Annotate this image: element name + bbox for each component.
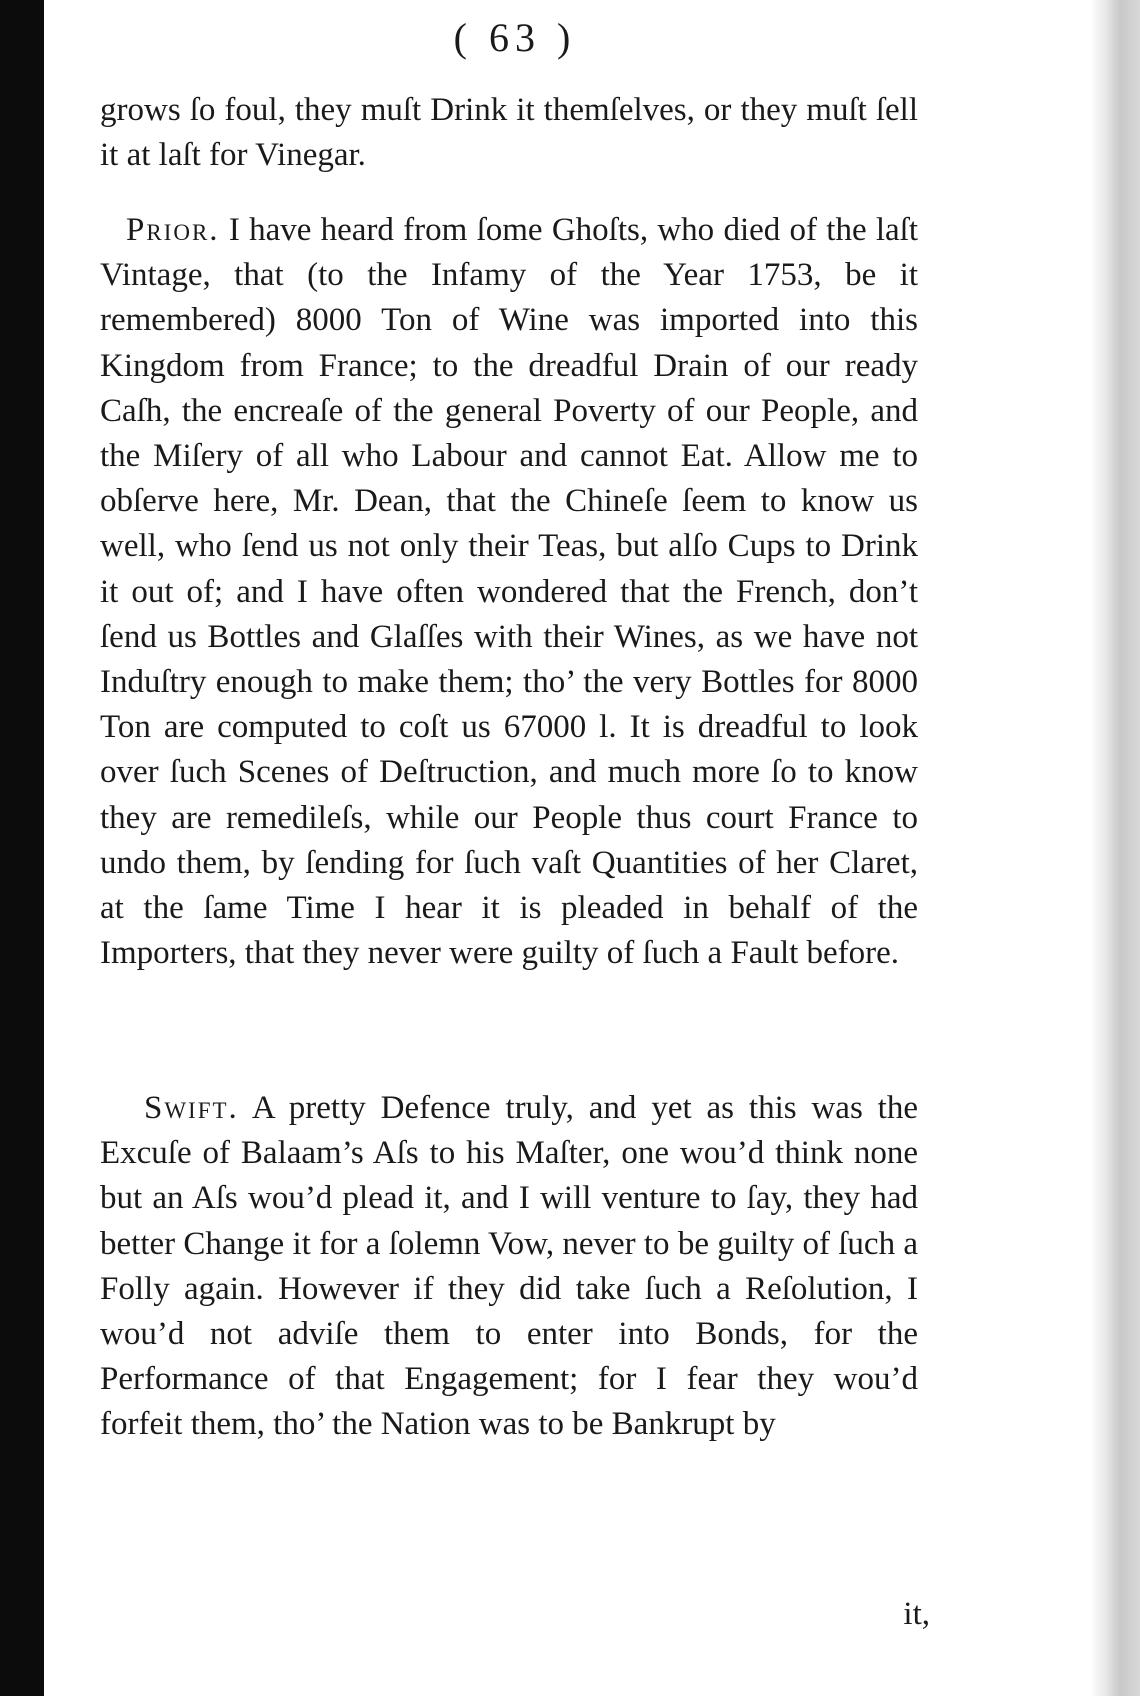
scan-page-edge [1090, 0, 1140, 1696]
paragraph-text: grows ſo foul, they muſt Drink it themſelves, or they muſt ſell it at laſt for Vinegar. [100, 92, 918, 174]
paragraph-text: I have heard from ſome Ghoſts, who died of the laſt Vintage, that (to the Infamy of the Year 1753, be it remembered) 8000 Ton of Wine was imported into this Kingdom from France; to the dreadful Drain of our ready Caſh, the encreaſe of the general Poverty of our People, and the Miſery of all who Labour and cannot Eat. Allow me to obſerve here, Mr. Dean, that the Chineſe ſeem to know us well, who ſend us not only their Teas, but alſo Cups to Drink it out of; and I have often wondered that the French, don’t ſend us Bottles and Glaſſes with their Wines, as we have not Induſtry enough to make them; tho’ the very Bottles for 8000 Ton are computed to coſt us 67000 l. It is dreadful to look over ſuch Scenes of Deſtruction, and much more ſo to know they are remedileſs, while our People thus court France to undo them, by ſending for ſuch vaſt Quantities of her Claret, at the ſame Time I hear it is pleaded in behalf of the Importers, that they never were guilty of ſuch a Fault before. [100, 212, 919, 972]
paragraph-continuation [100, 88, 918, 178]
scan-binding-edge [0, 0, 44, 1696]
paragraph-text: A pretty Defence truly, and yet as this was the Excuſe of Balaam’s Aſs to his Maſter, one wou’d think none but an Aſs wou’d plead it, and I will venture to ſay, they had better Change it for a ſolemn Vow, never to be guilty of ſuch a Folly again. However if they did take ſuch a Reſolution, I wou’d not adviſe them to enter into Bonds, for the Performance of that Engagement; for I fear they wou’d forfeit them, tho’ the Nation was to be Bankrupt by [100, 1090, 918, 1443]
catchword: it, [903, 1596, 930, 1632]
speaker-swift: Swift. [144, 1090, 239, 1126]
book-page [100, 0, 930, 1696]
speaker-prior: Prior. [126, 212, 220, 248]
page-number: ( 63 ) [453, 15, 577, 60]
paragraph-swift [100, 1086, 918, 1448]
paragraph-prior [100, 208, 918, 976]
